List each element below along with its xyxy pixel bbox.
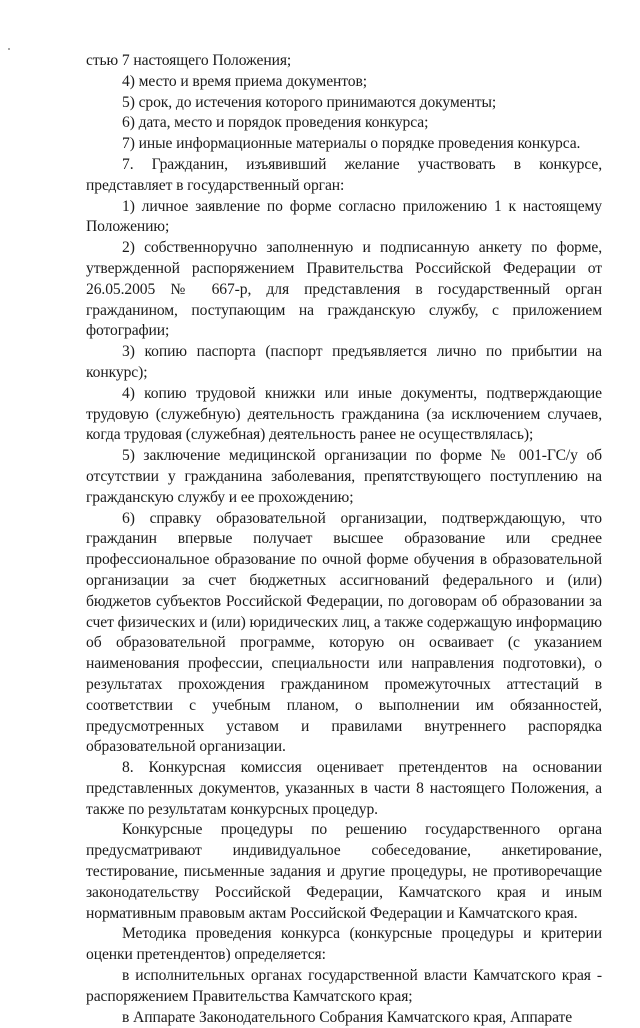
paragraph: Конкурсные процедуры по решению государственного органа предусматривают индивидуальное собеседование, анкетирование, тестирование, письменные задания и другие процедуры, не противоречащие законодательству Российской Федерации, Камчатского края и иным нормативным правовым актам Российской Федерации и Камчатского края. [86,821,602,922]
list-item: 7) иные информационные материалы о порядке проведения конкурса. [122,135,581,153]
list-item: 2) собственноручно заполненную и подписанную анкету по форме, утвержденной распоряжением Правительства Российской Федерации от 26.05.2005 № 667-р, для представления в государственный орган гражданином, поступающим на гражданскую службу, с приложением фотографии; [86,239,602,340]
paragraph: стью 7 настоящего Положения; [86,52,292,69]
list-item: 4) копию трудовой книжки или иные документы, подтверждающие трудовую (служебную) деятельность гражданина (за исключением случаев, когда трудовая (служебная) деятельность ранее не осуществлялась); [86,384,602,444]
paragraph: в Аппарате Законодательного Собрания Камчатского края, Аппарате [122,1008,573,1026]
list-item: 1) личное заявление по форме согласно приложению 1 к настоящему Положению; [86,197,602,236]
list-item: 3) копию паспорта (паспорт предъявляется лично по прибытии на конкурс); [86,343,602,381]
list-item: 5) заключение медицинской организации по форме № 001-ГС/у об отсутствии у гражданина заболевания, препятствующего поступлению на гражданскую службу и ее прохождению; [86,447,602,506]
paragraph: Методика проведения конкурса (конкурсные процедуры и критерии оценки претендентов) определяется: [86,925,602,964]
list-item: 6) справку образовательной организации, подтверждающую, что гражданин впервые получает высшее образование или среднее профессиональное образование по очной форме обучения в образовательной организации за счет бюджетных ассигнований федерального и (или) бюджетов субъектов Российской Федерации, по договорам об образовании за счет физических и (или) юридических лиц, а также содержащую информацию об образовательной программе, которую он осваивает (с указанием наименования профессии, специальности или направления подготовки), о результатах прохождения гражданином промежуточных аттестаций в соответствии с учебным планом, о выполнении им обязанностей, предусмотренных уставом и правилами внутреннего распорядка образовательной организации. [86,509,602,756]
paragraph: 8. Конкурсная комиссия оценивает претендентов на основании представленных документов, указанных в части 8 настоящего Положения, а также по результатам конкурсных процедур. [86,759,602,818]
list-item: 5) срок, до истечения которого принимаются документы; [122,93,497,111]
list-item: 6) дата, место и порядок проведения конкурса; [122,114,429,132]
paragraph: в исполнительных органах государственной власти Камчатского края - распоряжением Правительства Камчатского края; [86,967,602,1005]
document-body [86,51,602,1028]
list-item: 4) место и время приема документов; [122,72,367,90]
scan-speck [8,48,10,50]
paragraph: 7. Гражданин, изъявивший желание участвовать в конкурсе, представляет в государственный орган: [86,155,602,194]
